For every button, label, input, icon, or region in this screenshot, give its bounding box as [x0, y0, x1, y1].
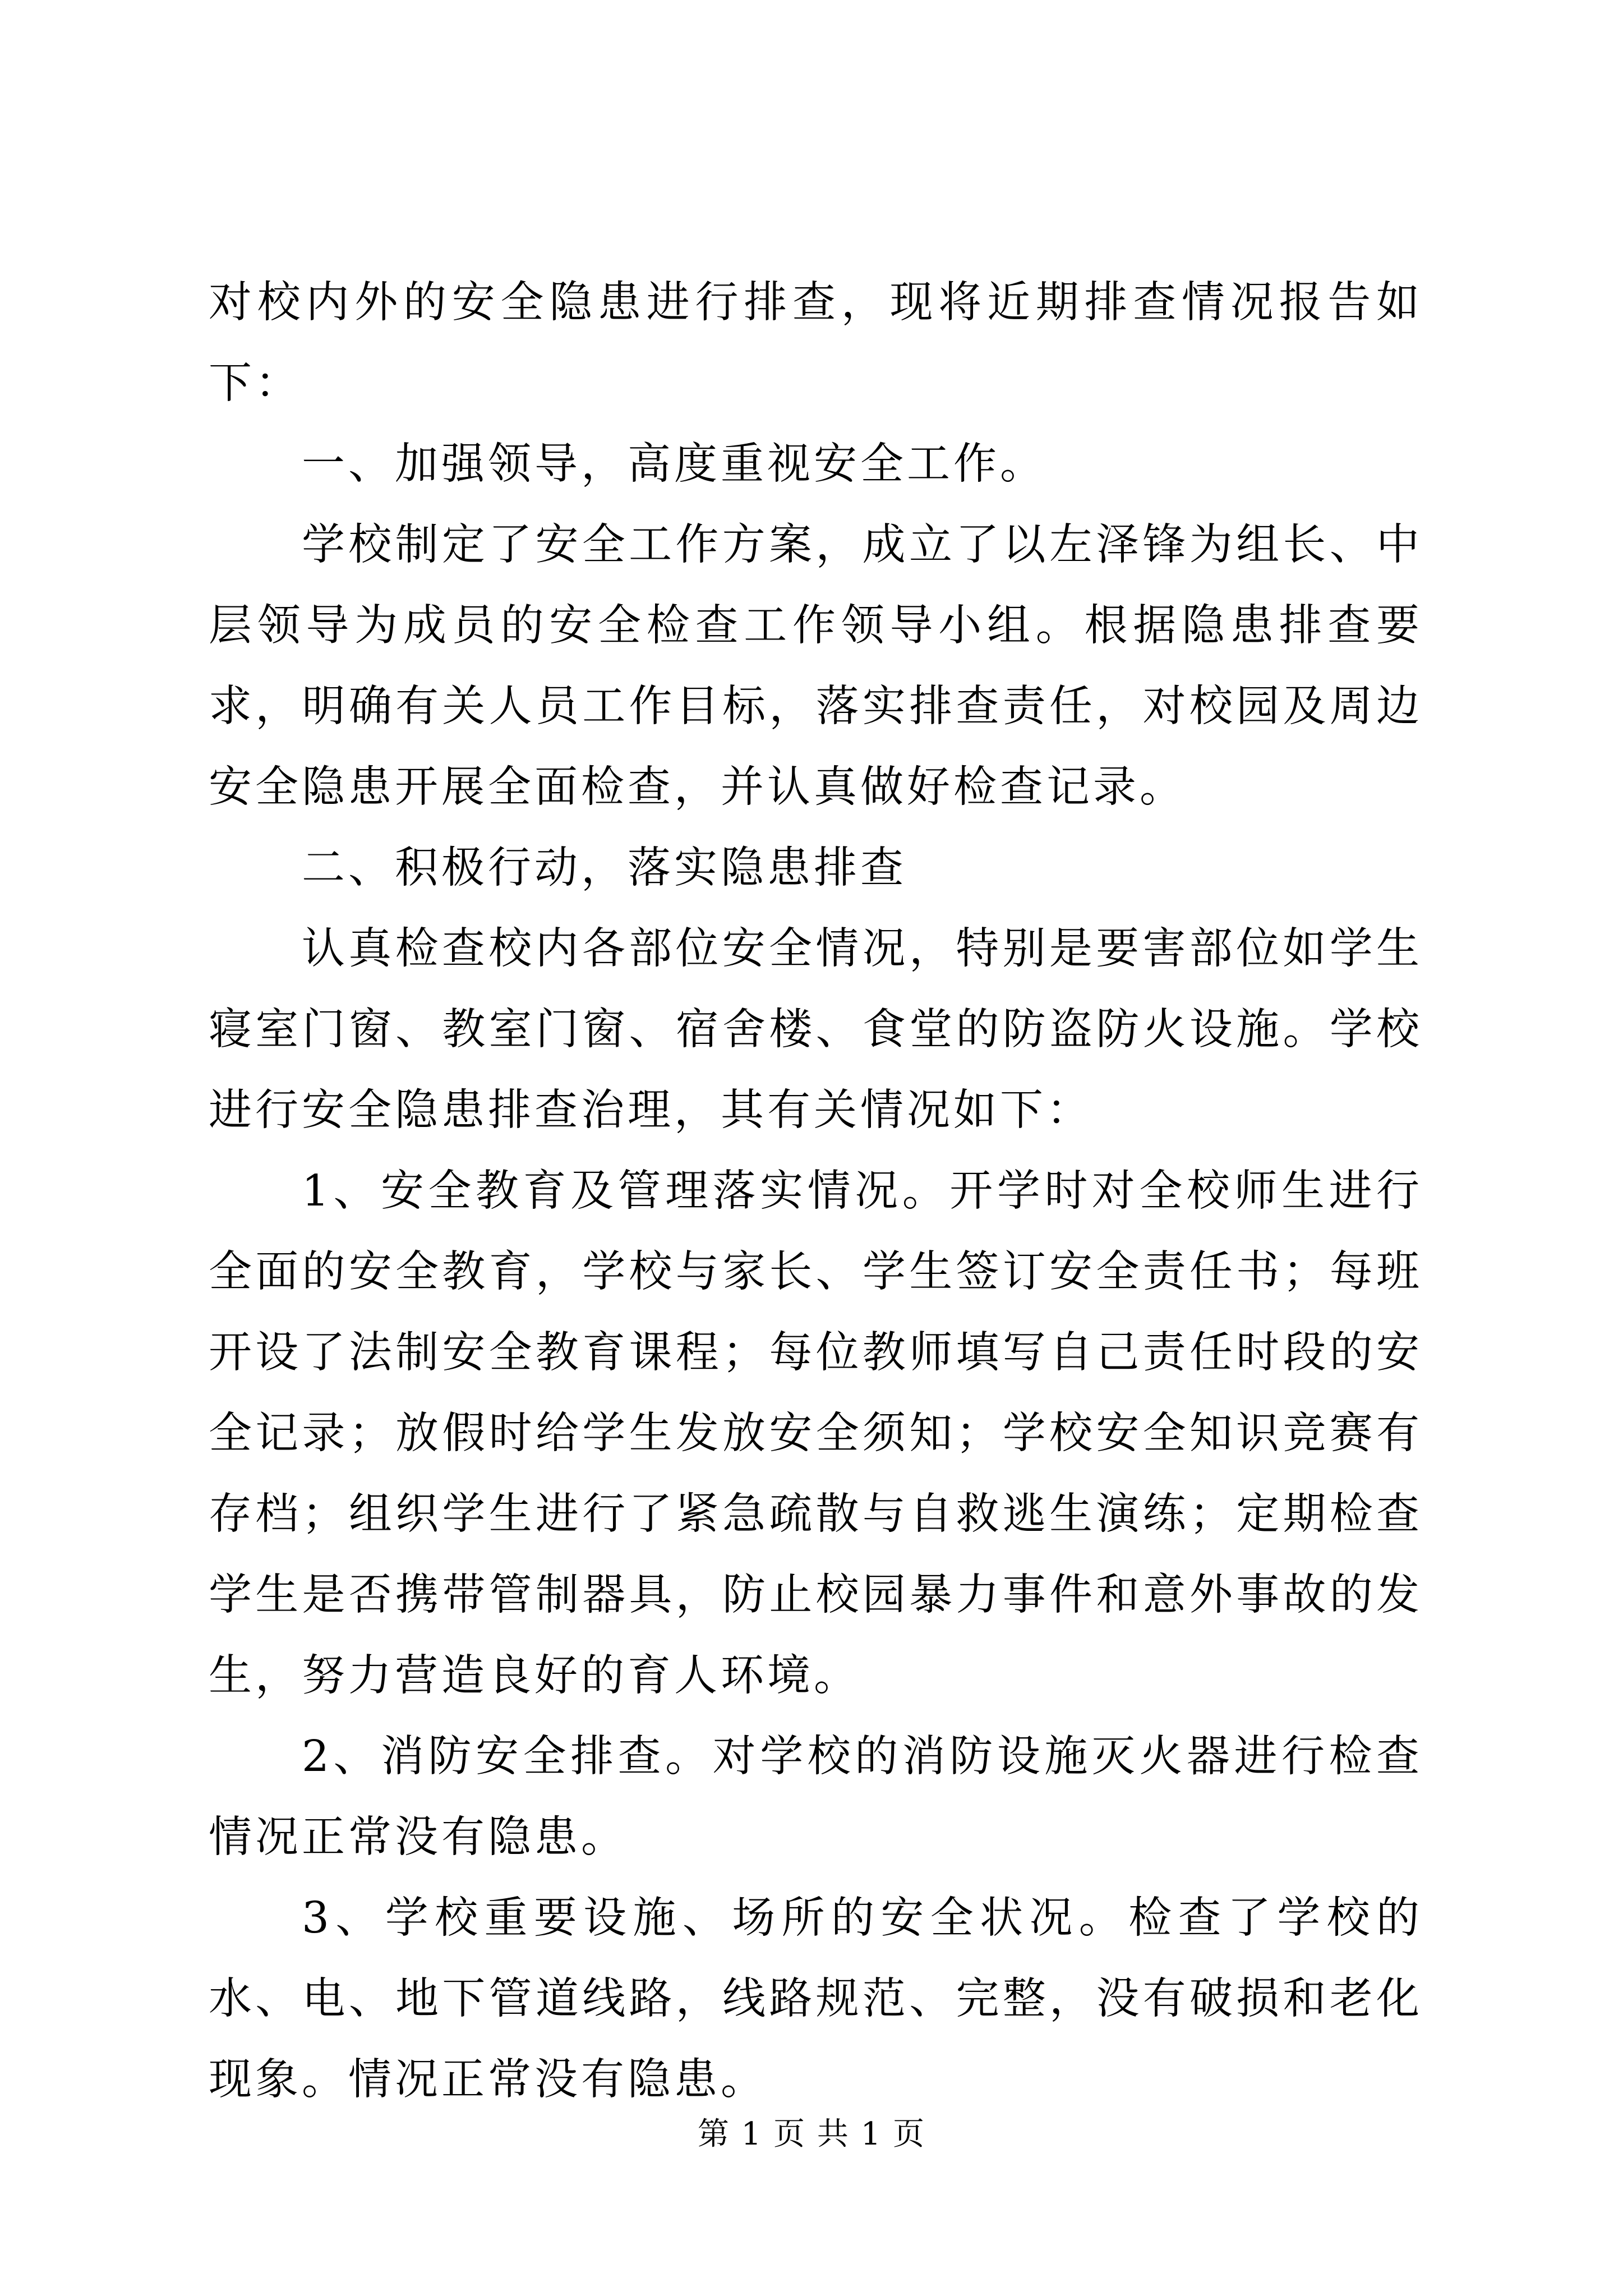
section-heading-1: 一、加强领导，高度重视安全工作。: [302, 439, 1046, 489]
paragraph-inspection: 认真检查校内各部位安全情况，特别是要害部位如学生寝室门窗、教室门窗、宿舍楼、食堂的防盗防火设施。学校进行安全隐患排查治理，其有关情况如下：: [209, 924, 1423, 1135]
document-body: [209, 263, 1423, 2120]
paragraph-intro-continuation: 对校内外的安全隐患进行排查，现将近期排查情况报告如下：: [209, 278, 1423, 408]
paragraph-item-2: 2、消防安全排查。对学校的消防设施灭火器进行检查情况正常没有隐患。: [209, 1732, 1423, 1862]
paragraph-item-3: 3、学校重要设施、场所的安全状况。检查了学校的水、电、地下管道线路，线路规范、完整，没有破损和老化现象。情况正常没有隐患。: [209, 1893, 1423, 2105]
paragraph-leadership: 学校制定了安全工作方案，成立了以左泽锋为组长、中层领导为成员的安全检查工作领导小组。根据隐患排查要求，明确有关人员工作目标，落实排查责任，对校园及周边安全隐患开展全面检查，并认真做好检查记录。: [209, 520, 1423, 812]
section-heading-2: 二、积极行动，落实隐患排查: [302, 843, 907, 893]
page-number-footer: 第 1 页 共 1 页: [697, 2116, 926, 2152]
paragraph-item-1: 1、安全教育及管理落实情况。开学时对全校师生进行全面的安全教育，学校与家长、学生签订安全责任书；每班开设了法制安全教育课程；每位教师填写自己责任时段的安全记录；放假时给学生发放安全须知；学校安全知识竞赛有存档；组织学生进行了紧急疏散与自救逃生演练；定期检查学生是否携带管制器具，防止校园暴力事件和意外事故的发生，努力营造良好的育人环境。: [209, 1166, 1423, 1701]
